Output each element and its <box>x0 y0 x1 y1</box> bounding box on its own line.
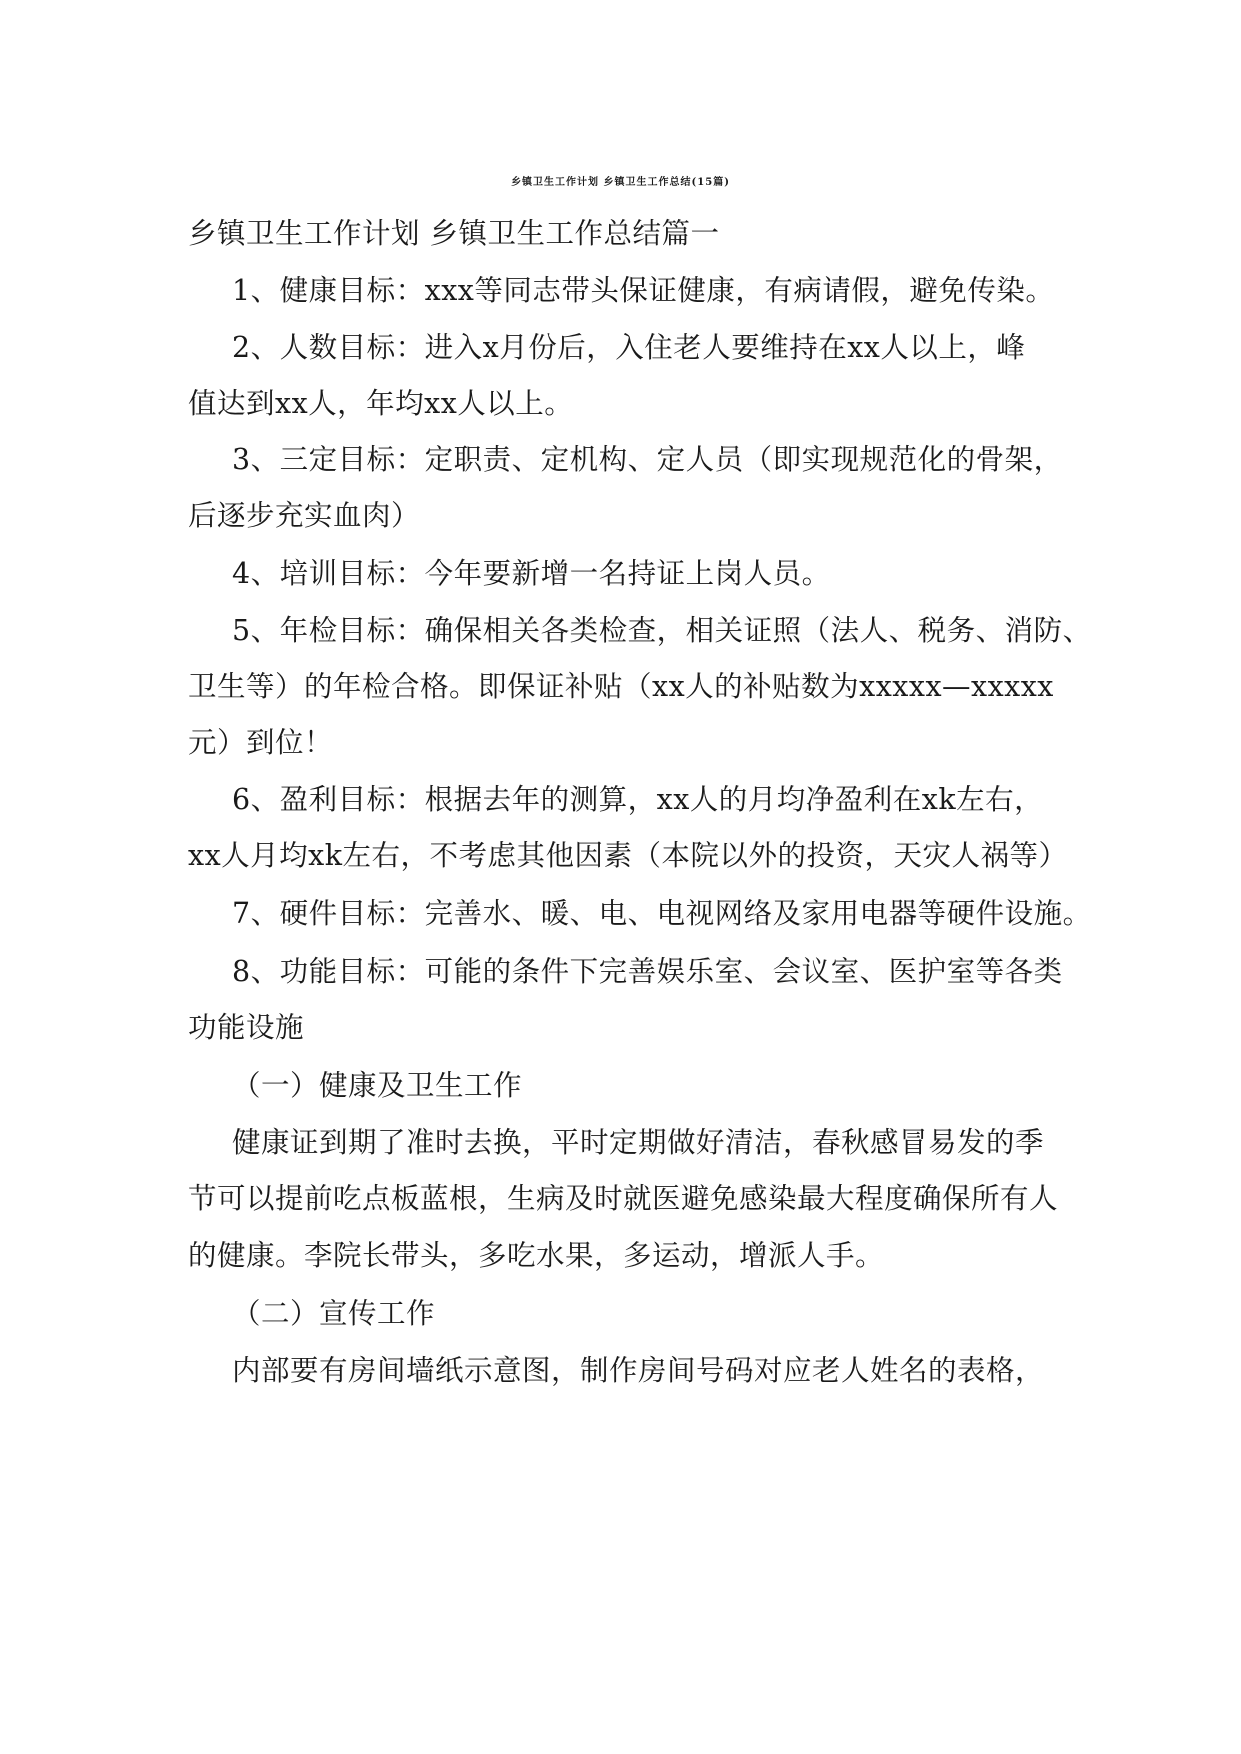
paragraph-line: 2、人数目标：进入x月份后，入住老人要维持在xx人以上，峰 <box>232 331 1026 364</box>
document-title: 乡镇卫生工作计划 乡镇卫生工作总结(15篇) <box>511 177 730 188</box>
paragraph-line: 8、功能目标：可能的条件下完善娱乐室、会议室、医护室等各类 <box>232 955 1063 988</box>
paragraph-line: 5、年检目标：确保相关各类检查，相关证照（法人、税务、消防、 <box>232 614 1092 647</box>
paragraph-line: 节可以提前吃点板蓝根，生病及时就医避免感染最大程度确保所有人 <box>188 1182 1059 1215</box>
paragraph-line: 的健康。李院长带头，多吃水果，多运动，增派人手。 <box>188 1239 885 1272</box>
paragraph-line: 6、盈利目标：根据去年的测算，xx人的月均净盈利在xk左右， <box>232 783 1044 816</box>
paragraph-line: 元）到位！ <box>188 726 334 759</box>
paragraph-line: 7、硬件目标：完善水、暖、电、电视网络及家用电器等硬件设施。 <box>232 897 1092 930</box>
section-heading: 乡镇卫生工作计划 乡镇卫生工作总结篇一 <box>188 217 720 250</box>
paragraph-line: 4、培训目标：今年要新增一名持证上岗人员。 <box>232 557 831 590</box>
paragraph-line: 卫生等）的年检合格。即保证补贴（xx人的补贴数为xxxxx—xxxxx <box>188 670 1054 703</box>
section-heading: （二）宣传工作 <box>232 1297 436 1330</box>
paragraph-line: 3、三定目标：定职责、定机构、定人员（即实现规范化的骨架， <box>232 443 1063 476</box>
paragraph-line: 值达到xx人，年均xx人以上。 <box>188 387 574 420</box>
paragraph-line: 1、健康目标：xxx等同志带头保证健康，有病请假，避免传染。 <box>232 274 1055 307</box>
section-heading: （一）健康及卫生工作 <box>232 1069 523 1102</box>
paragraph-line: 功能设施 <box>188 1011 305 1044</box>
paragraph-line: 后逐步充实血肉） <box>188 499 421 532</box>
paragraph-line: 健康证到期了准时去换，平时定期做好清洁，春秋感冒易发的季 <box>232 1126 1045 1159</box>
paragraph-line: 内部要有房间墙纸示意图，制作房间号码对应老人姓名的表格， <box>232 1354 1045 1387</box>
paragraph-line: xx人月均xk左右，不考虑其他因素（本院以外的投资，天灾人祸等） <box>188 839 1068 872</box>
